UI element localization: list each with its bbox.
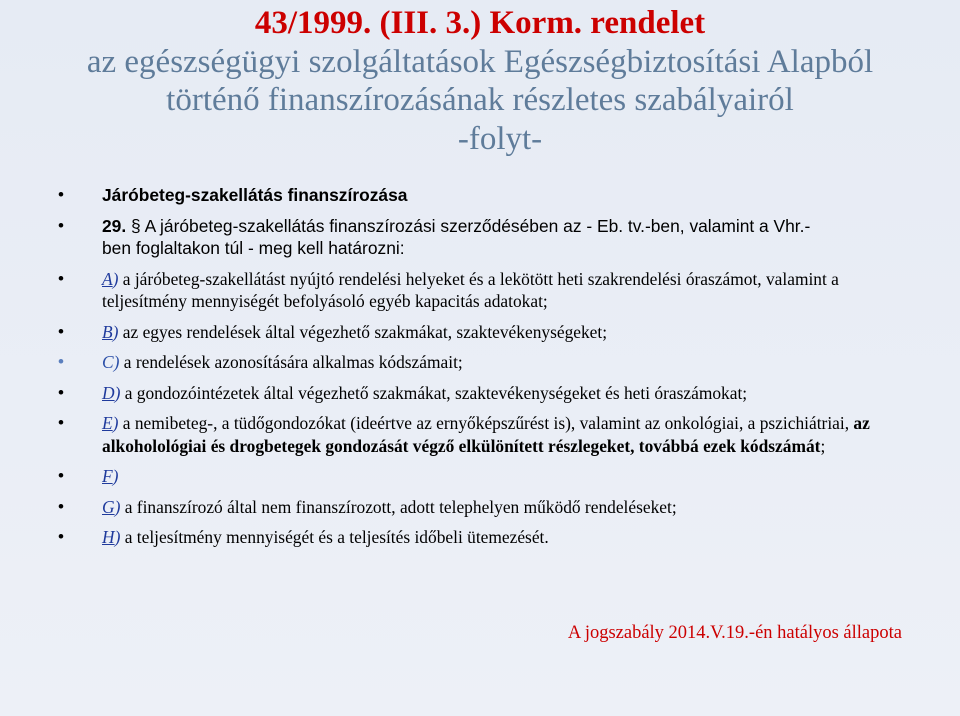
item-paren: ) [113,352,120,372]
bullet-icon: • [58,496,64,516]
item-text-c: a rendelések azonosítására alkalmas kódszámait; [123,352,463,372]
list-item-a [58,268,918,313]
title-line-2: az egészségügyi szolgáltatások Egészségbiztosítási Alapból [86,43,874,80]
item-paren: ) [114,496,121,517]
footer-note: A jogszabály 2014.V.19.-én hatályos állapota [567,623,902,643]
title-line-4 [0,120,960,159]
title-line-3: történő finanszírozásának részletes szabályairól [166,82,794,118]
list-item-b [58,321,918,344]
paragraph-text-2: ben foglaltakon túl - meg kell határozni: [102,238,405,258]
item-paren: ) [112,466,119,486]
bullet-icon: • [58,268,64,288]
list-item-g [58,496,918,519]
title-folyt: -folyt- [457,120,543,157]
list-item-e [58,412,918,457]
item-text-h: a teljesítmény mennyiségét és a teljesítés időbeli ütemezését. [124,527,549,547]
bullet-icon: • [58,382,64,402]
section-sign: § [131,215,141,236]
list-item-f [58,465,918,488]
slide-title [0,4,960,158]
paragraph-number: 29. [102,215,127,236]
section-heading: Járóbeteg-szakellátás finanszírozása [102,185,408,205]
item-text-a: a járóbeteg-szakellátást nyújtó rendelési helyeket és a lekötött heti szakrendelési óraszámot, valamint a teljesítmény mennyiségét befolyásoló egyéb kapacitás adatokat; [102,268,839,311]
item-letter-c: C [102,352,114,372]
bullet-icon: • [58,215,64,235]
item-text-e-bold: az alkoholológiai és drogbetegek gondozását végző elkülönített részlegeket, továbbá ezek kódszámát [102,413,870,456]
list-item-h [58,526,918,549]
title-line-1: 43/1999. (III. 3.) Korm. rendelet [254,5,706,41]
bullet-icon: • [58,185,64,204]
item-paren: ) [114,382,121,403]
item-letter-link-f[interactable]: F [102,466,113,486]
item-text-d: a gondozóintézetek által végezhető szakmákat, szaktevékenységeket és heti óraszámokat; [124,382,748,403]
paragraph-text-1: A járóbeteg-szakellátás finanszírozási szerződésében az - Eb. tv.-ben, valamint a Vhr.- [144,215,811,236]
item-letter-link-g[interactable]: G [102,496,115,517]
bullet-icon: • [58,321,64,341]
item-paren: ) [112,413,119,433]
item-text-g: a finanszírozó által nem finanszírozott, adott telephelyen működő rendeléseket; [124,496,677,517]
item-text-e-end: ; [820,435,826,456]
item-paren: ) [114,527,121,547]
item-text-b: az egyes rendelések által végezhető szakmákat, szaktevékenységeket; [122,321,608,342]
bullet-icon: • [58,466,64,485]
item-paren: ) [112,321,119,342]
item-letter-link-e[interactable]: E [102,413,113,433]
item-paren: ) [112,268,119,289]
list-item-heading [58,184,918,207]
list-item-d [58,382,918,405]
bullet-icon: • [58,413,64,432]
item-letter-link-d[interactable]: D [102,382,115,403]
list-item-29 [58,215,918,260]
bullet-icon: • [58,352,64,371]
item-letter-link-h[interactable]: H [102,527,115,547]
content-list [58,184,918,557]
bullet-icon: • [58,527,64,546]
list-item-c [58,351,918,374]
item-letter-link-b[interactable]: B [102,321,113,342]
item-text-e: a nemibeteg-, a tüdőgondozókat (ideértve az ernyőképszűrést is), valamint az onkológiai, a pszichiátriai, [122,413,850,433]
item-letter-link-a[interactable]: A [102,268,113,289]
